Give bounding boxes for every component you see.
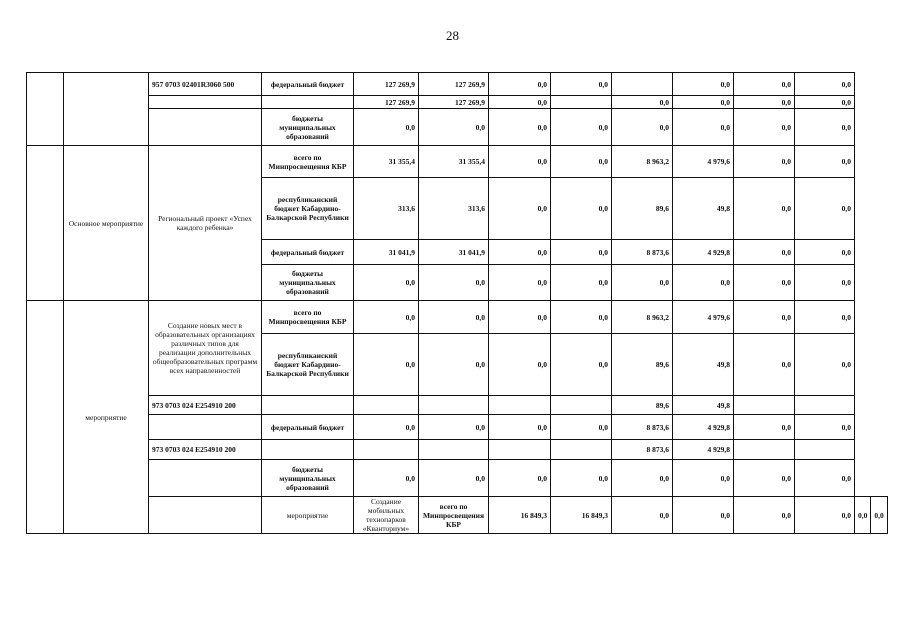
funding-source: федеральный бюджет [262, 415, 354, 440]
table-row [27, 301, 888, 334]
funding-source: федеральный бюджет [262, 240, 354, 265]
value-cell: 0,0 [871, 497, 887, 534]
value-cell: 0,0 [551, 178, 612, 240]
value-cell: 127 269,9 [354, 73, 419, 96]
value-cell [354, 440, 419, 460]
value-cell: 4 929,8 [673, 240, 734, 265]
budget-code [149, 96, 262, 109]
value-cell: 0,0 [734, 178, 795, 240]
value-cell: 0,0 [551, 146, 612, 178]
value-cell: 89,6 [612, 396, 673, 415]
budget-table [26, 72, 888, 534]
value-cell: 127 269,9 [354, 96, 419, 109]
value-cell [551, 96, 612, 109]
funding-source: республиканский бюджет Кабардино-Балкарской Республики [262, 334, 354, 396]
value-cell [551, 440, 612, 460]
funding-source: всего по Минпросвещения КБР [419, 497, 489, 534]
value-cell: 0,0 [673, 460, 734, 497]
value-cell: 49,8 [673, 396, 734, 415]
funding-source [262, 396, 354, 415]
value-cell [354, 396, 419, 415]
funding-source [262, 440, 354, 460]
value-cell: 0,0 [612, 96, 673, 109]
value-cell: 0,0 [419, 415, 489, 440]
value-cell: 0,0 [551, 73, 612, 96]
budget-code: 957 0703 02401R3060 500 [149, 73, 262, 96]
value-cell: 0,0 [795, 265, 855, 301]
table-row [27, 396, 888, 415]
value-cell: 8 873,6 [612, 415, 673, 440]
value-cell: 0,0 [734, 109, 795, 146]
value-cell: 0,0 [354, 109, 419, 146]
page-number: 28 [446, 28, 459, 43]
activity-name: Создание мобильных технопарков «Кванториум» [354, 497, 419, 534]
budget-code [149, 109, 262, 146]
value-cell: 4 929,8 [673, 415, 734, 440]
value-cell: 0,0 [551, 415, 612, 440]
value-cell: 127 269,9 [419, 73, 489, 96]
value-cell: 0,0 [795, 240, 855, 265]
value-cell: 0,0 [795, 301, 855, 334]
value-cell: 0,0 [795, 109, 855, 146]
value-cell: 0,0 [795, 146, 855, 178]
value-cell: 0,0 [795, 178, 855, 240]
value-cell: 0,0 [795, 334, 855, 396]
value-cell: 0,0 [734, 460, 795, 497]
value-cell [795, 440, 855, 460]
value-cell: 0,0 [673, 265, 734, 301]
value-cell: 0,0 [489, 265, 551, 301]
budget-code: 973 0703 024 E254910 200 [149, 396, 262, 415]
value-cell: 0,0 [354, 460, 419, 497]
table-row [27, 146, 888, 178]
table-row [27, 497, 888, 534]
value-cell: 0,0 [795, 460, 855, 497]
value-cell: 0,0 [673, 109, 734, 146]
value-cell: 0,0 [673, 73, 734, 96]
value-cell [489, 440, 551, 460]
value-cell: 0,0 [489, 415, 551, 440]
budget-code [149, 460, 262, 497]
value-cell [734, 396, 795, 415]
value-cell: 313,6 [419, 178, 489, 240]
value-cell: 0,0 [551, 109, 612, 146]
activity-type: мероприятие [262, 497, 354, 534]
empty-cell [27, 73, 64, 146]
value-cell: 0,0 [354, 301, 419, 334]
funding-source: бюджеты муниципальных образований [262, 460, 354, 497]
value-cell: 16 849,3 [489, 497, 551, 534]
value-cell: 0,0 [489, 301, 551, 334]
value-cell: 0,0 [489, 240, 551, 265]
table-row [27, 415, 888, 440]
value-cell: 4 979,6 [673, 146, 734, 178]
value-cell: 0,0 [354, 265, 419, 301]
value-cell: 0,0 [795, 73, 855, 96]
value-cell: 49,8 [673, 178, 734, 240]
value-cell: 0,0 [734, 415, 795, 440]
value-cell: 4 979,6 [673, 301, 734, 334]
value-cell: 0,0 [489, 96, 551, 109]
budget-code: 973 0703 024 E254910 200 [149, 440, 262, 460]
value-cell: 0,0 [489, 460, 551, 497]
activity-type: Основное мероприятие [64, 146, 149, 301]
value-cell: 0,0 [489, 178, 551, 240]
budget-code [149, 415, 262, 440]
table-row [27, 96, 888, 109]
value-cell: 0,0 [489, 146, 551, 178]
value-cell: 0,0 [419, 301, 489, 334]
value-cell: 8 873,6 [612, 240, 673, 265]
value-cell: 0,0 [734, 240, 795, 265]
funding-source: федеральный бюджет [262, 73, 354, 96]
value-cell: 8 873,6 [612, 440, 673, 460]
funding-source: бюджеты муниципальных образований [262, 109, 354, 146]
value-cell: 8 963,2 [612, 146, 673, 178]
activity-name: Создание новых мест в образовательных организациях различных типов для реализации дополнительных общеобразовательных программ всех направленностей [149, 301, 262, 396]
value-cell: 0,0 [419, 334, 489, 396]
value-cell: 0,0 [551, 265, 612, 301]
value-cell: 0,0 [734, 96, 795, 109]
table-row [27, 460, 888, 497]
value-cell [612, 73, 673, 96]
value-cell: 0,0 [612, 109, 673, 146]
funding-source: республиканский бюджет Кабардино-Балкарской Республики [262, 178, 354, 240]
empty-cell [149, 497, 262, 534]
value-cell: 0,0 [419, 265, 489, 301]
value-cell: 0,0 [419, 460, 489, 497]
value-cell [419, 440, 489, 460]
value-cell: 0,0 [734, 265, 795, 301]
value-cell: 4 929,8 [673, 440, 734, 460]
value-cell: 0,0 [673, 96, 734, 109]
value-cell: 0,0 [673, 497, 734, 534]
value-cell: 0,0 [795, 415, 855, 440]
value-cell: 8 963,2 [612, 301, 673, 334]
empty-cell [27, 146, 64, 301]
value-cell: 0,0 [734, 73, 795, 96]
value-cell: 0,0 [795, 497, 855, 534]
value-cell [551, 396, 612, 415]
funding-source [262, 96, 354, 109]
value-cell: 0,0 [551, 301, 612, 334]
value-cell: 0,0 [612, 497, 673, 534]
funding-source: всего по Минпросвещения КБР [262, 146, 354, 178]
value-cell: 0,0 [855, 497, 871, 534]
value-cell: 0,0 [612, 460, 673, 497]
value-cell: 0,0 [551, 240, 612, 265]
value-cell [489, 396, 551, 415]
value-cell: 0,0 [489, 109, 551, 146]
value-cell: 0,0 [489, 73, 551, 96]
value-cell: 0,0 [734, 497, 795, 534]
value-cell: 31 041,9 [419, 240, 489, 265]
value-cell: 0,0 [612, 265, 673, 301]
value-cell: 89,6 [612, 334, 673, 396]
value-cell: 0,0 [419, 109, 489, 146]
value-cell: 89,6 [612, 178, 673, 240]
value-cell: 0,0 [734, 301, 795, 334]
value-cell: 0,0 [489, 334, 551, 396]
value-cell: 0,0 [734, 334, 795, 396]
value-cell [419, 396, 489, 415]
value-cell [734, 440, 795, 460]
value-cell: 127 269,9 [419, 96, 489, 109]
value-cell: 313,6 [354, 178, 419, 240]
value-cell: 31 355,4 [419, 146, 489, 178]
value-cell: 0,0 [734, 146, 795, 178]
activity-name: Региональный проект «Успех каждого ребенка» [149, 146, 262, 301]
value-cell: 49,8 [673, 334, 734, 396]
value-cell: 31 041,9 [354, 240, 419, 265]
empty-cell [64, 73, 149, 146]
value-cell: 31 355,4 [354, 146, 419, 178]
empty-cell [27, 301, 64, 534]
table-row [27, 440, 888, 460]
funding-source: бюджеты муниципальных образований [262, 265, 354, 301]
value-cell: 16 849,3 [551, 497, 612, 534]
table-row [27, 109, 888, 146]
value-cell: 0,0 [551, 334, 612, 396]
table-row [27, 73, 888, 96]
value-cell: 0,0 [354, 334, 419, 396]
value-cell: 0,0 [354, 415, 419, 440]
funding-source: всего по Минпросвещения КБР [262, 301, 354, 334]
activity-type: мероприятие [64, 301, 149, 534]
value-cell [795, 396, 855, 415]
value-cell: 0,0 [551, 460, 612, 497]
value-cell: 0,0 [795, 96, 855, 109]
